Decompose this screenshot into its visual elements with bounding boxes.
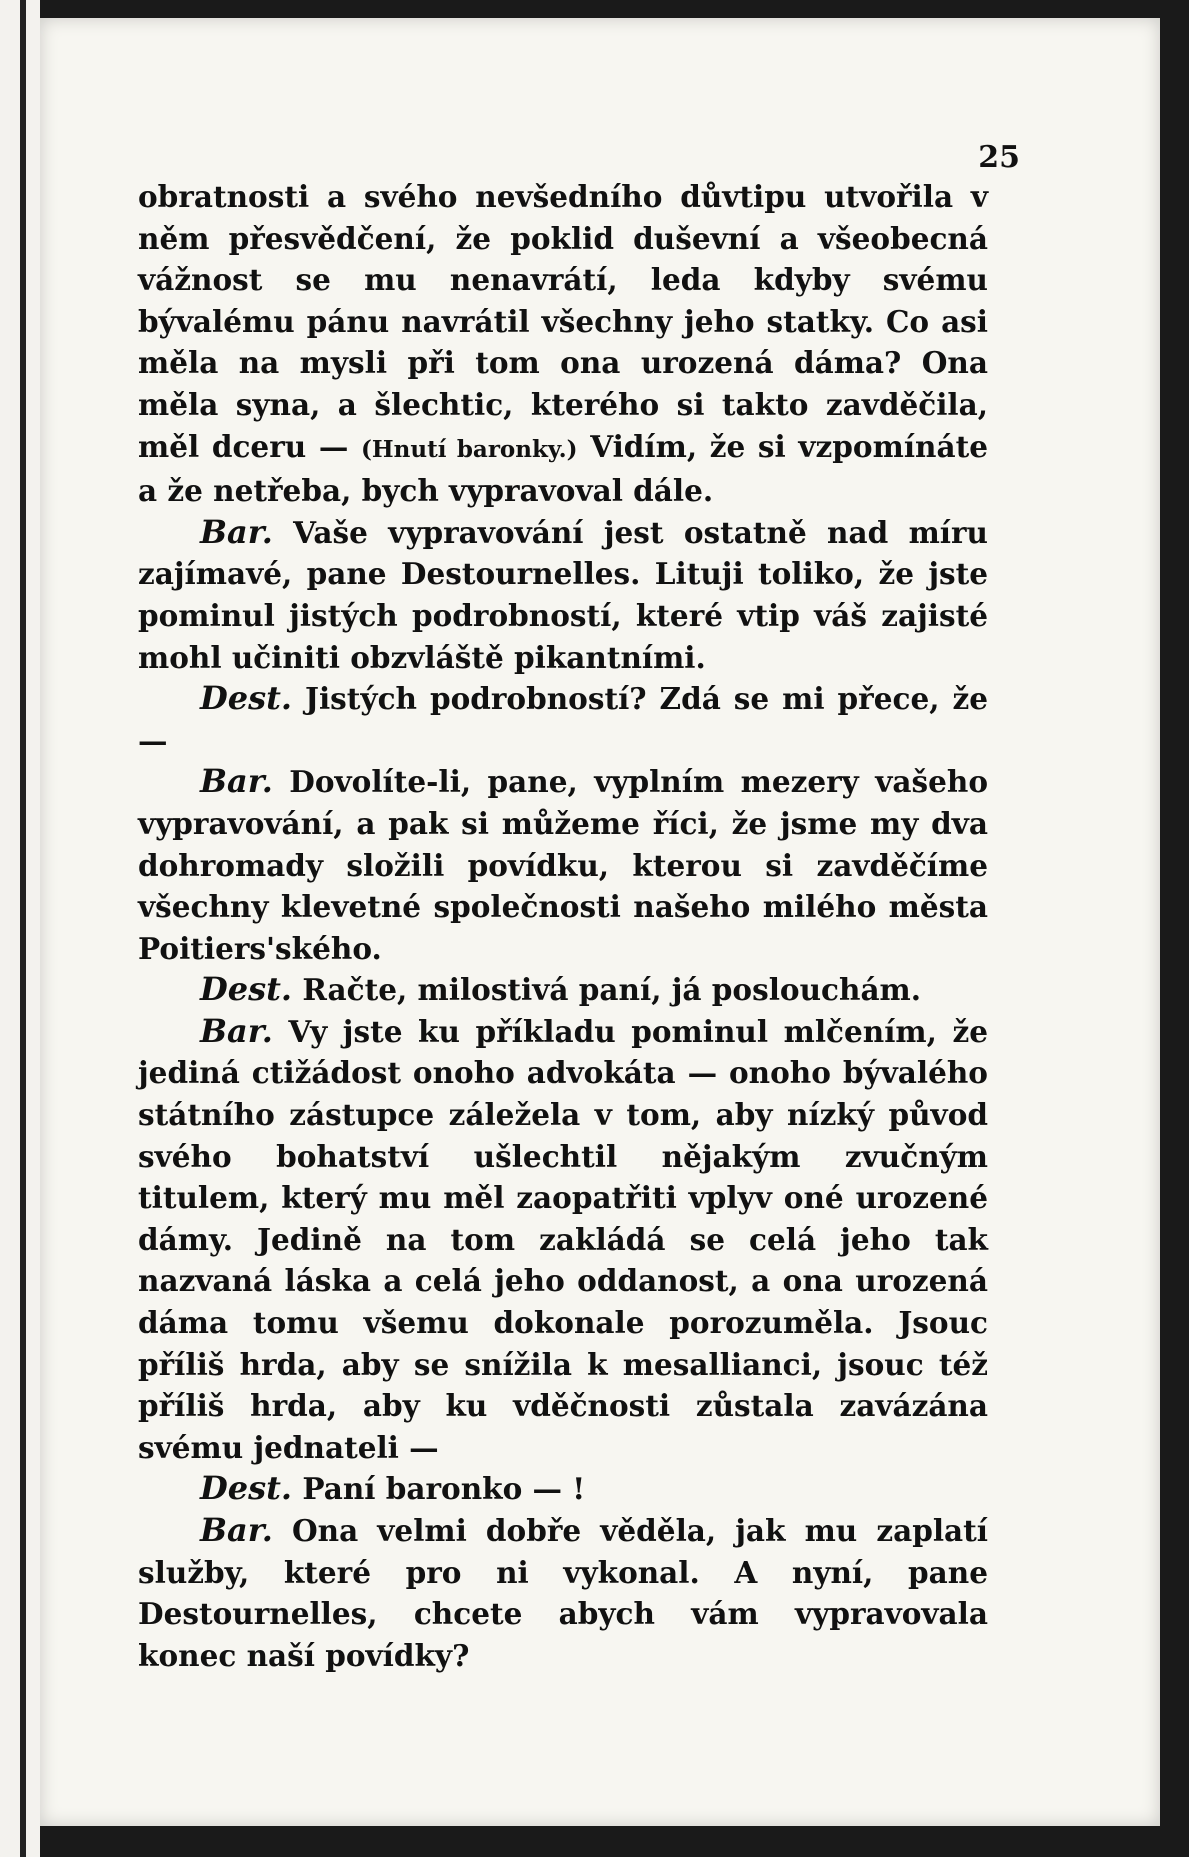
paragraph-8 [138,1510,988,1676]
paragraph-text: Vy jste ku příkladu pominul mlčením, že jediná ctižádost onoho advokáta — onoho bývalého státního zástupce záležela v tom, aby nízký původ svého bohatství ušlechtil nějakým zvučným titulem, který mu měl zaopatřiti vplyv oné urozené dámy. Jedině na tom zakládá se celá jeho tak nazvaná láska a celá jeho oddanost, a ona urozená dáma tomu všemu dokonale porozuměla. Jsouc příliš hrda, aby se snížila k mesallianci, jsouc též příliš hrda, aby ku vděčnosti zůstala zavázána svému jednateli — [138,1013,988,1465]
speaker-name: Dest. [200,679,293,718]
speaker-name: Bar. [200,1511,273,1549]
paragraph-3 [138,678,988,761]
paragraph-4 [138,761,988,969]
paragraph-text: Ona velmi dobře věděla, jak mu zaplatí služby, které pro ni vykonal. A nyní, pane Destournelles, chcete abych vám vypravovala konec naší povídky? [138,1513,988,1673]
binding-margin [0,0,40,1857]
paragraph-1 [138,176,988,512]
page-text [138,176,988,1676]
speaker-name: Bar. [200,1011,273,1050]
speaker-name: Bar. [200,762,273,801]
paragraph-7 [138,1468,988,1510]
paragraph-text: obratnosti a svého nevšedního důvtipu utvořila v něm přesvědčení, že poklid duševní a všeobecná vážnost se mu nenavrátí, leda kdyby svému bývalému pánu navrátil všechny jeho statky. Co asi měla na mysli při tom ona urozená dáma? Ona měla syna, a šlechtic, kterého si takto zavděčila, měl dceru — [138,179,988,464]
binding-rule [20,0,26,1857]
paragraph-2 [138,512,988,678]
paragraph-6 [138,1011,988,1469]
stage-direction: (Hnutí baronky.) [361,435,578,463]
paragraph-text: Paní baronko — ! [292,1471,586,1507]
paragraph-text: Jistých podrobností? Zdá se mi přece, že — [138,681,988,758]
speaker-name: Dest. [200,1469,293,1508]
paragraph-text: Dovolíte-li, pane, vyplním mezery vašeho vypravování, a pak si můžeme říci, že jsme my dva dohromady složili povídku, kterou si zavděčíme všechny klevetné společnosti našeho milého města Poitiers'ského. [138,764,988,966]
paragraph-5 [138,969,988,1011]
paragraph-text-continued: Vidím, že si vzpomínáte a že netřeba, bych vypravoval dále. [138,428,988,509]
speaker-name: Bar. [200,512,273,551]
paragraph-text: Vaše vypravování jest ostatně nad míru zajímavé, pane Destournelles. Lituji toliko, že jste pominul jistých podrobností, které vtip váš zajisté mohl učiniti obzvláště pikantními. [138,514,988,675]
speaker-name: Dest. [200,970,293,1009]
page-number: 25 [978,140,1020,175]
paragraph-text: Račte, milostivá paní, já poslouchám. [292,972,922,1008]
